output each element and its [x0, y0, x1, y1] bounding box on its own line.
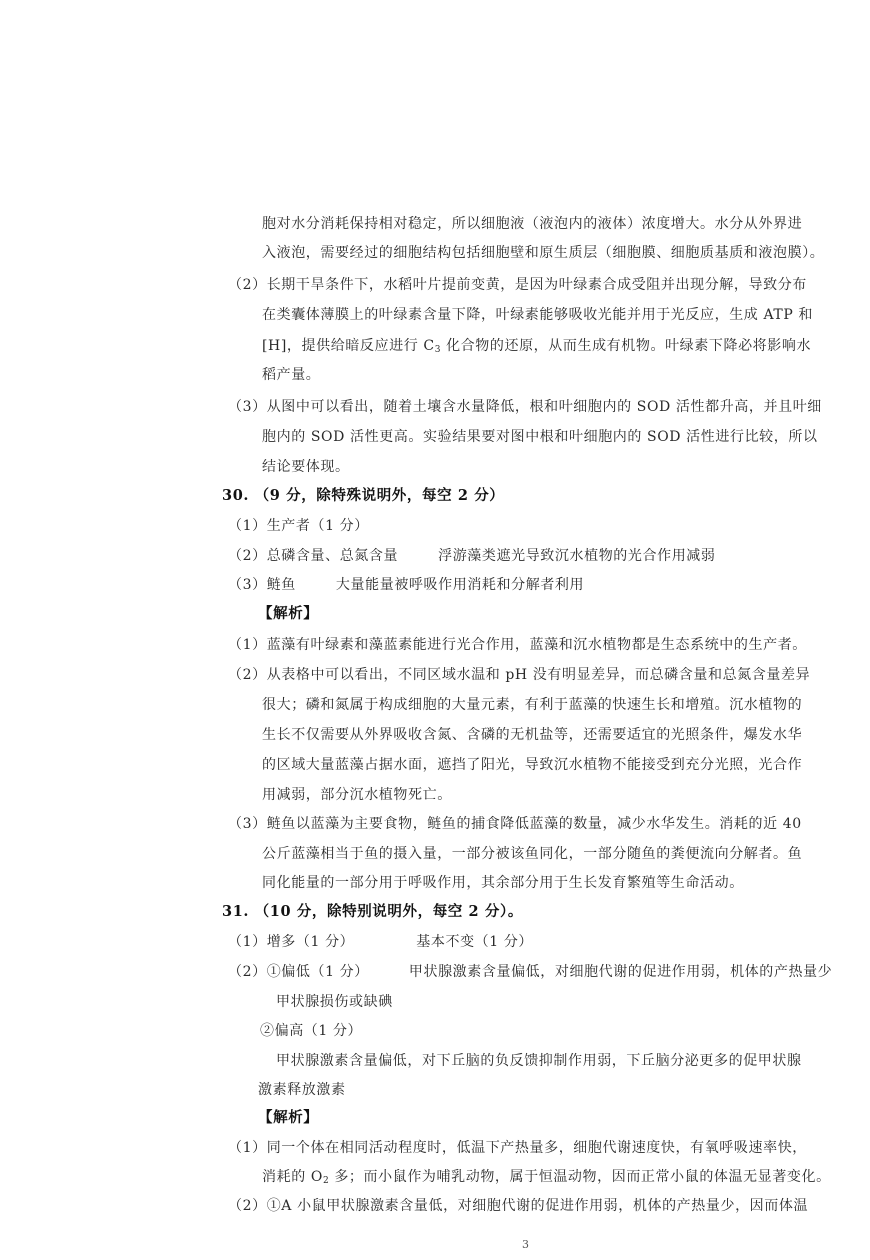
- q30-explain-2-line3: 生长不仅需要从外界吸收含氮、含磷的无机盐等，还需要适宜的光照条件，爆发水华: [262, 727, 803, 743]
- q29-p3-line2: 胞内的 SOD 活性更高。实验结果要对图中根和叶细胞内的 SOD 活性进行比较，所以: [262, 429, 818, 445]
- q31-explain-1-line2: 消耗的 $O_2$ 多；而小鼠作为哺乳动物，属于恒温动物，因而正常小鼠的体温无显著变化。: [262, 1169, 831, 1186]
- q30-heading: 30. （9 分，除特殊说明外，每空 2 分）: [222, 487, 505, 504]
- q29-p1-line1: 胞对水分消耗保持相对稳定，所以细胞液（液泡内的液体）浓度增大。水分从外界进: [262, 216, 803, 232]
- q30-explain-1: （1）蓝藻有叶绿素和藻蓝素能进行光合作用，蓝藻和沉水植物都是生态系统中的生产者。: [228, 637, 807, 653]
- q31-explain-2-line1: （2）①A 小鼠甲状腺激素含量低，对细胞代谢的促进作用弱，机体的产热量少，因而体温: [228, 1198, 809, 1214]
- q30-answer-3: （3）鲢鱼 大量能量被呼吸作用消耗和分解者利用: [228, 577, 585, 593]
- q30-explain-2-line1: （2）从表格中可以看出，不同区域水温和 pH 没有明显差异，而总磷含量和总氮含量差异: [228, 667, 811, 683]
- q29-p3-line3: 结论要体现。: [262, 459, 350, 475]
- q31-analysis-label: 【解析】: [258, 1109, 319, 1126]
- q30-explain-3-line2: 公斤蓝藻相当于鱼的摄入量，一部分被该鱼同化，一部分随鱼的粪便流向分解者。鱼: [262, 846, 803, 862]
- q31-heading: 31. （10 分，除特别说明外，每空 2 分）。: [222, 903, 523, 920]
- q31-answer-2-line1: （2）①偏低（1 分） 甲状腺激素含量偏低，对细胞代谢的促进作用弱，机体的产热量少: [228, 964, 833, 980]
- q30-explain-3-line3: 同化能量的一部分用于呼吸作用，其余部分用于生长发育繁殖等生命活动。: [262, 875, 744, 891]
- q30-explain-2-line4: 的区域大量蓝藻占据水面，遮挡了阳光，导致沉水植物不能接受到充分光照，光合作: [262, 757, 803, 773]
- q31-answer-2-line5: 激素释放激素: [258, 1082, 346, 1098]
- q30-answer-1: （1）生产者（1 分）: [228, 518, 369, 534]
- q29-p3-line1: （3）从图中可以看出，随着土壤含水量降低，根和叶细胞内的 SOD 活性都升高，并且叶细: [228, 399, 822, 415]
- q31-answer-1: （1）增多（1 分） 基本不变（1 分）: [228, 934, 534, 950]
- q30-answer-2: （2）总磷含量、总氮含量 浮游藻类遮光导致沉水植物的光合作用减弱: [228, 548, 716, 564]
- q30-explain-3-line1: （3）鲢鱼以蓝藻为主要食物，鲢鱼的捕食降低蓝藻的数量，减少水华发生。消耗的近 40: [228, 816, 802, 832]
- q29-p2-line4: 稻产量。: [262, 367, 321, 383]
- q30-explain-2-line5: 用减弱，部分沉水植物死亡。: [262, 787, 452, 803]
- q30-explain-2-line2: 很大；磷和氮属于构成细胞的大量元素，有利于蓝藻的快速生长和增殖。沉水植物的: [262, 697, 803, 713]
- q31-explain-1-line1: （1）同一个体在相同活动程度时，低温下产热量多，细胞代谢速度快，有氧呼吸速率快，: [228, 1140, 807, 1156]
- q31-answer-2-line3: ②偏高（1 分）: [260, 1023, 363, 1039]
- q29-p1-line2: 入液泡，需要经过的细胞结构包括细胞壁和原生质层（细胞膜、细胞质基质和液泡膜）。: [262, 245, 825, 261]
- q29-p2-line1: （2）长期干旱条件下，水稻叶片提前变黄，是因为叶绿素合成受阻并出现分解，导致分布: [228, 277, 807, 293]
- page-number: 3: [522, 1238, 529, 1251]
- q29-p2-line2: 在类囊体薄膜上的叶绿素含量下降，叶绿素能够吸收光能并用于光反应，生成 ATP 和: [262, 307, 814, 323]
- q31-answer-2-line4: 甲状腺激素含量偏低，对下丘脑的负反馈抑制作用弱，下丘脑分泌更多的促甲状腺: [276, 1053, 802, 1069]
- q29-p2-line3: [H]，提供给暗反应进行 $C_3$ 化合物的还原，从而生成有机物。叶绿素下降必将影响水: [262, 338, 812, 355]
- q31-answer-2-line2: 甲状腺损伤或缺碘: [276, 994, 393, 1010]
- q30-analysis-label: 【解析】: [258, 605, 319, 622]
